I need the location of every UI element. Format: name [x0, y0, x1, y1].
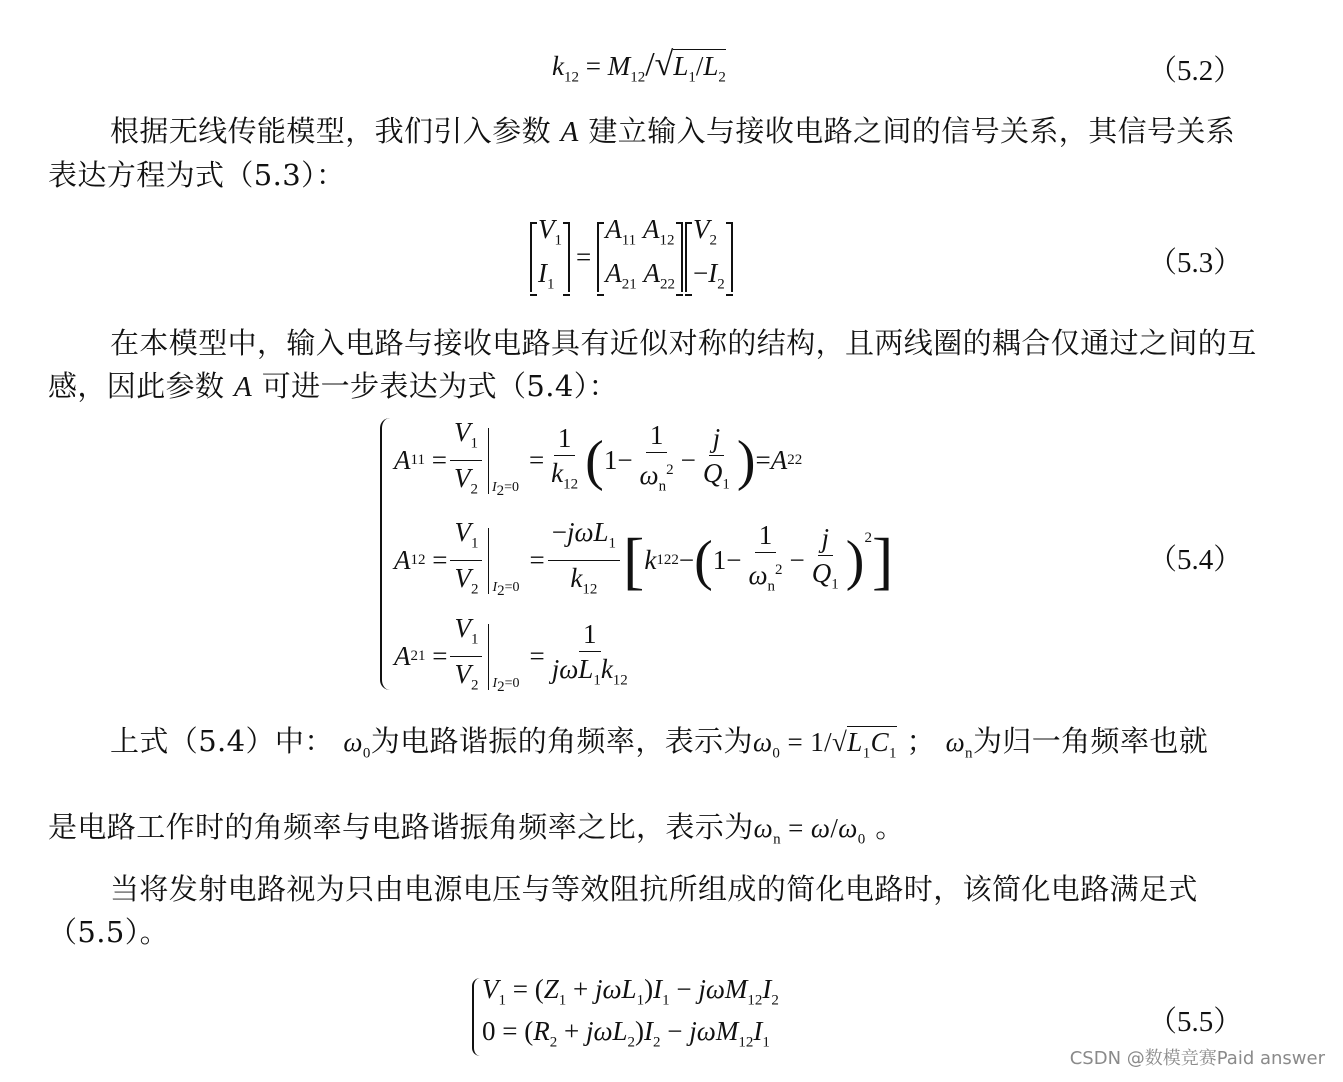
paragraph-2: 在本模型中，输入电路与接收电路具有近似对称的结构，且两线圈的耦合仅通过之间的互感，因此参数 A 可进一步表达为式（5.4）： [48, 326, 1257, 403]
paragraph-3: 上式（5.4）中： $\omega_0$为电路谐振的角频率，表示为$\omega_0 = 1/√L_1C_1$ ； $\omega_n$为归一角频率也就 [110, 724, 1209, 762]
equation-5-4: A 11 = $\frac{V_1}{V_2}$ $I_2=0$ = $\frac{1}{k_{12}}$ ( 1− $\frac{1}{\omega_n^2}$ − $\frac{j}{Q_1}$ ) = A 22 A 12 = $\frac{V_1}{V_2}$ $I_2=0$ = $\frac{-j\omega L_1}{k_{12}}$ [ k 12 2 − ( 1− $\frac{1}{\omega_n^2}$ − $\frac{j}{Q_1}$ ) $^2$ ] A 21 = $\frac{V_1}{V_2}$ $I_2=0$ = $\frac{1}{j\omega L_1k_{12}}$ [380, 416, 900, 696]
equation-5-2: $k_{12} = M_{12}/√L_1/L_2$ [552, 46, 726, 86]
paragraph-4: 是电路工作时的角频率与电路谐振角频率之比，表示为$\omega_n = \omega/\omega_0$ 。 [48, 810, 905, 848]
equation-number-5-4: （5.4） [1148, 544, 1243, 576]
watermark: CSDN @数模竞赛Paid answer [1069, 1048, 1325, 1069]
equation-number-5-2: （5.2） [1148, 55, 1243, 87]
document-page: $k_{12} = M_{12}/√L_1/L_2$ （5.2） 根据无线传能模型，我们引入参数 A 建立输入与接收电路之间的信号关系，其信号关系表达方程为式（5.3）： $V_1$ $I_1$ = $A_{11}$ $A_{12}$ $A_{21}$ $A_{22}$ $V_2$ $-I_2$ （5.3） 在本模型中，输入电路与接收电路具有近似对称的结构，且两线圈的耦合仅通过之间的互感，因此参数 A 可进一步表达为式（5.4）： A 11 = $\frac{V_1}{V_2}$ $I_2=0$ = $\frac{1}{k_{12}}$ ( 1− $\frac{1}{\omega_n^2}$ − $\frac{j}{Q_1}$ ) = A 22 A 12 = $\frac{V_1}{V_2}$ $I_2=0$ = $\frac{-j\omega L_1}{k_{12}}$ [ k 12 2 − ( 1− $\frac{1}{\omega_n^2}$ − $\frac{j}{Q_1}$ ) $^2$ ] A 21 = $\frac{V_1}{V_2}$ $I_2=0$ = $\frac{1}{j\omega L_1k_{12}}$ （5.4） 上式（5.4）中： $\omega_0$为电路谐振的角频率，表示为$\omega_0 = 1/√L_1C_1$ ； $\omega_n$为归一角频率也就 是电路工作时的角频率与电路谐振角频率之比，表示为$\omega_n = \omega/\omega_0$ 。 当将发射电路视为只由电源电压与等效阻抗所组成的简化电路时，该简化电路满足式（5.5）。 $V_1 = (Z_1 + j\omega L_1)I_1 - j\omega M_{12}I_2$ $0 = (R_2 + j\omega L_2)I_2 - j\omega M_{12}I_1$ （5.5） CSDN @数模竞赛Paid answer [48, 46, 1325, 1069]
paragraph-5: 当将发射电路视为只由电源电压与等效阻抗所组成的简化电路时，该简化电路满足式（5.5）。 [48, 872, 1198, 949]
equation-number-5-3: （5.3） [1148, 247, 1243, 279]
left-brace [380, 418, 390, 690]
left-brace-5-5 [472, 978, 480, 1056]
paragraph-1: 根据无线传能模型，我们引入参数 A 建立输入与接收电路之间的信号关系，其信号关系表达方程为式（5.3）： [48, 114, 1236, 192]
equation-number-5-5: （5.5） [1148, 1006, 1243, 1038]
equation-5-3: $V_1$ $I_1$ = $A_{11}$ $A_{12}$ $A_{21}$ $A_{22}$ $V_2$ $-I_2$ [530, 222, 733, 292]
